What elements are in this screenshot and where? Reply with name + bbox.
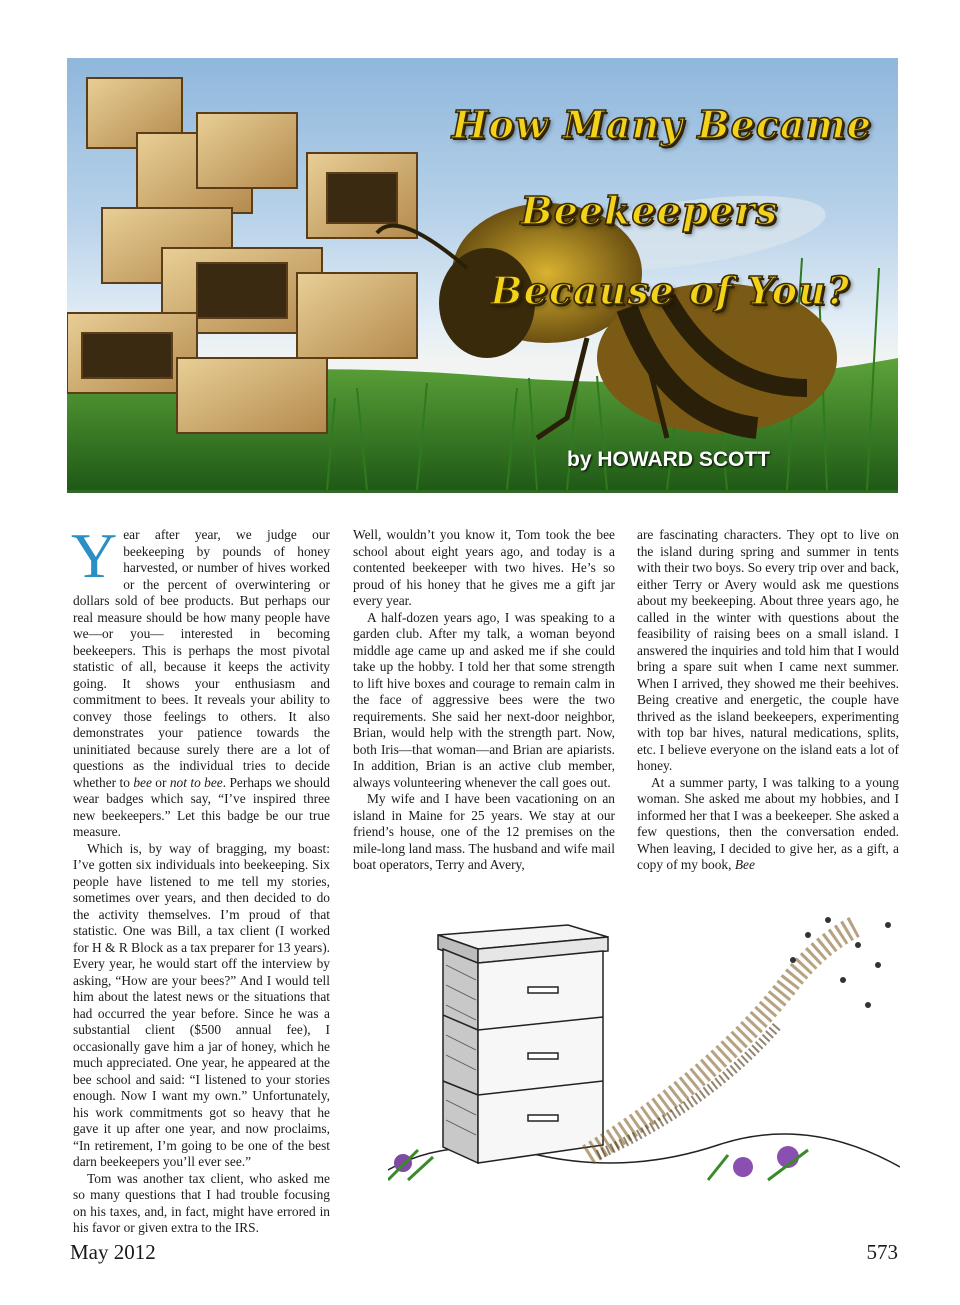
paragraph: Which is, by way of bragging, my boast: I’ve gotten six individuals into beekeeping. Six people have listened to me tell my stories, sometimes over years, and then decided to do the activity themselves. I’m proud of that statistic. One was Bill, a tax client (I worked for H & R Block as a tax preparer for 13 years). Every year, he would start off the interview by asking, “How are your bees?” And I would tell him about the latest news or the situations that had occurred the year before. Since he was a substantial client ($500 annual fee), I occasionally gave him a jar of honey, which he much appreciated. One year, he appeared at the bee school and said: “I listened to your stories enough. Now I want my own.” Unfortunately, his work commitments got so heavy that he gave it up after one year, and now proclaims, “In retirement, I’m going to be one of the best darn beekeepers you’ll ever see.” <box>73 840 330 1169</box>
paragraph <box>637 775 899 874</box>
text-column-3 <box>637 527 899 874</box>
article-title-line-2: Beekeepers <box>520 188 778 233</box>
beehive-swarm-illustration <box>388 905 900 1185</box>
byline: by HOWARD SCOTT <box>567 448 770 471</box>
emphasis: bee <box>133 774 152 790</box>
paragraph: A half-dozen years ago, I was speaking to a garden club. After my talk, a woman beyond middle age came up and asked me if she could take up the hobby. I told her that some strength to lift hive boxes and courage to remain calm in the face of aggressive bees were the two requirements. She said her next-door neighbor, Brian, would help with the strength part. Now, both Iris—that woman—and Brian are apiarists. In addition, Brian is an active club member, always volunteering whenever the call goes out. <box>353 609 615 790</box>
emphasis: not to bee <box>169 774 223 790</box>
paragraph: My wife and I have been vacationing on an island in Maine for 25 years. We stay at our friend’s house, one of the 12 premises on the mile-long land mass. The husband and wife mail boat operators, Terry and Avery, <box>353 791 615 872</box>
paragraph: Well, wouldn’t you know it, Tom took the bee school about eight years ago, and today is a contented beekeeper with two hives. He’s so proud of his honey that he gives me a gift jar every year. <box>353 527 615 608</box>
emphasis: Bee <box>734 857 755 872</box>
paragraph-text: or <box>151 774 170 790</box>
issue-date: May 2012 <box>70 1240 156 1264</box>
text-column-1 <box>71 520 330 1237</box>
hero-banner <box>67 58 898 493</box>
drop-cap: Y <box>71 520 118 591</box>
page-number: 573 <box>866 1240 898 1264</box>
paragraph-text: ear after year, we judge our beekeeping by pounds of honey harvested, or number of hives worked or the percent of overwintering or dollars sold of bee products. But perhaps our real measure should be how many people have we—or you— interested in becoming beekeepers. This is perhaps the most pivotal statistic of all, because it keeps the activity going. It shows your enthusiasm and commitment to bees. It reveals your ability to convey those feelings to others. It also demonstrates your patience towards the uninitiated because surely there are a lot of questions as the individual tries to decide whether to <box>73 527 330 790</box>
text-column-2 <box>353 527 615 874</box>
article-title-line-1: How Many Became <box>451 102 872 147</box>
paragraph-text: . Perhaps we should wear badges which say, “I’ve inspired three new beekeepers.” Let this badge be our true measure. <box>73 774 330 839</box>
paragraph: are fascinating characters. They opt to live on the island during spring and summer in tents with their two boys. So every trip over and back, either Terry or Avery would ask me questions about my beekeeping. About three years ago, he called in the winter with questions about the feasibility of raising bees on a small island. I answered the inquiries and told him that I would bring a spare suit when I came next summer. When I arrived, they showed me their beehives. Being creative and energetic, the couple have thrived as the island beekeepers, experimenting with top bar hives, natural medications, splits, etc. I believe everyone on the island eats a lot of honey. <box>637 527 899 773</box>
article-title-line-3: Because of You? <box>490 268 850 313</box>
paragraph <box>71 520 330 841</box>
paragraph-text: At a summer party, I was talking to a young woman. She asked me about my hobbies, and I informed her that I was a beekeeper. She asked a few questions, then the conversation ended. When leaving, I decided to give her, as a gift, a copy of my book, <box>637 774 899 872</box>
paragraph: Tom was another tax client, who asked me so many questions that I had trouble focusing on his taxes, and, in fact, might have errored in his favor or given extra to the IRS. <box>73 1170 330 1235</box>
